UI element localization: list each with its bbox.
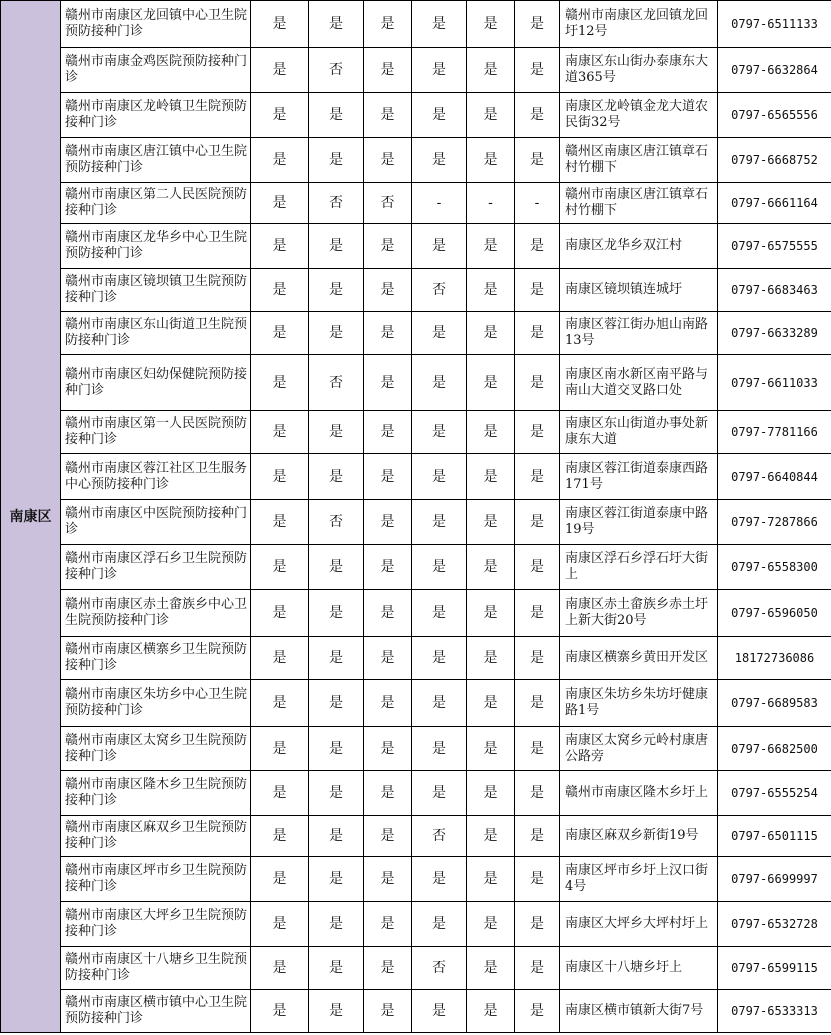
clinic-name-cell: 赣州市南康金鸡医院预防接种门诊 [61,48,251,93]
phone-cell: 0797-6682500 [718,727,831,771]
flag-cell: 是 [364,48,412,93]
flag-cell: 是 [309,545,364,590]
flag-cell: 是 [251,545,309,590]
flag-cell: 是 [467,93,515,138]
flag-cell: 是 [467,224,515,269]
phone-cell: 0797-6501115 [718,816,831,857]
flag-cell: 是 [515,816,560,857]
flag-cell: 是 [515,48,560,93]
flag-cell: 是 [309,312,364,355]
flag-cell: 是 [251,269,309,312]
phone-cell: 0797-6640844 [718,454,831,500]
flag-cell: 是 [515,411,560,454]
flag-cell: 是 [309,727,364,771]
table-row [1,857,831,902]
flag-cell: 是 [467,269,515,312]
phone-cell: 0797-6611033 [718,355,831,411]
flag-cell: 是 [467,590,515,637]
phone-cell: 0797-6668752 [718,138,831,183]
flag-cell: 是 [515,771,560,816]
flag-cell: 是 [412,771,467,816]
flag-cell: 是 [364,816,412,857]
flag-cell: 是 [467,312,515,355]
address-cell: 赣州区南康区唐江镇章石村竹棚下 [560,138,718,183]
phone-cell: 0797-6596050 [718,590,831,637]
flag-cell: 是 [251,183,309,224]
phone-cell: 18172736086 [718,637,831,680]
flag-cell: 是 [364,224,412,269]
flag-cell: 是 [251,355,309,411]
flag-cell: 是 [467,355,515,411]
clinic-name-cell: 赣州市南康区浮石乡卫生院预防接种门诊 [61,545,251,590]
flag-cell: 是 [364,355,412,411]
flag-cell: 是 [251,727,309,771]
flag-cell: 是 [412,637,467,680]
table-row [1,771,831,816]
flag-cell: 是 [251,454,309,500]
flag-cell: 是 [467,680,515,727]
flag-cell: 是 [309,637,364,680]
flag-cell: 是 [412,857,467,902]
flag-cell: 是 [309,990,364,1033]
phone-cell: 0797-6575555 [718,224,831,269]
flag-cell: 是 [364,947,412,990]
clinic-name-cell: 赣州市南康区大坪乡卫生院预防接种门诊 [61,902,251,947]
flag-cell: 是 [251,771,309,816]
flag-cell: 是 [412,138,467,183]
flag-cell: 是 [251,312,309,355]
flag-cell: 是 [251,816,309,857]
flag-cell: 是 [515,312,560,355]
flag-cell: 是 [467,771,515,816]
flag-cell: 是 [467,411,515,454]
flag-cell: 是 [515,902,560,947]
flag-cell: 是 [309,680,364,727]
address-cell: 南康区浮石乡浮石圩大街上 [560,545,718,590]
flag-cell: - [467,183,515,224]
flag-cell: 是 [251,857,309,902]
flag-cell: 是 [412,312,467,355]
address-cell: 南康区南水新区南平路与南山大道交叉路口处 [560,355,718,411]
flag-cell: 是 [364,902,412,947]
flag-cell: 是 [412,48,467,93]
phone-cell: 0797-6699997 [718,857,831,902]
table-row [1,947,831,990]
phone-cell: 0797-6689583 [718,680,831,727]
flag-cell: 否 [309,183,364,224]
flag-cell: 是 [251,138,309,183]
phone-cell: 0797-6633289 [718,312,831,355]
clinic-name-cell: 赣州市南康区龙岭镇卫生院预防接种门诊 [61,93,251,138]
clinic-name-cell: 赣州市南康区镜坝镇卫生院预防接种门诊 [61,269,251,312]
clinic-name-cell: 赣州市南康区横市镇中心卫生院预防接种门诊 [61,990,251,1033]
address-cell: 南康区东山街办泰康东大道365号 [560,48,718,93]
address-cell: 南康区蓉江街办旭山南路13号 [560,312,718,355]
flag-cell: 是 [467,1,515,48]
address-cell: 南康区大坪乡大坪村圩上 [560,902,718,947]
flag-cell: 否 [309,500,364,545]
flag-cell: 否 [412,947,467,990]
table-row [1,816,831,857]
address-cell: 南康区朱坊乡朱坊圩健康路1号 [560,680,718,727]
flag-cell: 是 [251,990,309,1033]
flag-cell: 是 [467,138,515,183]
flag-cell: 否 [309,48,364,93]
flag-cell: 是 [309,902,364,947]
flag-cell: 是 [251,1,309,48]
table-row [1,454,831,500]
table-row [1,680,831,727]
flag-cell: 是 [309,816,364,857]
clinic-name-cell: 赣州市南康区龙华乡中心卫生院预防接种门诊 [61,224,251,269]
flag-cell: 是 [467,816,515,857]
table-row [1,138,831,183]
address-cell: 南康区十八塘乡圩上 [560,947,718,990]
flag-cell: 是 [251,680,309,727]
flag-cell: 是 [515,138,560,183]
flag-cell: 是 [412,680,467,727]
flag-cell: 否 [412,816,467,857]
flag-cell: 是 [412,355,467,411]
address-cell: 南康区蓉江街道泰康中路19号 [560,500,718,545]
flag-cell: 是 [467,454,515,500]
flag-cell: 是 [515,269,560,312]
flag-cell: 是 [515,637,560,680]
flag-cell: 是 [364,680,412,727]
phone-cell: 0797-6533313 [718,990,831,1033]
region-cell: 南康区 [1,1,61,1033]
address-cell: 南康区赤土畲族乡赤土圩上新大街20号 [560,590,718,637]
table-row [1,224,831,269]
clinic-name-cell: 赣州市南康区龙回镇中心卫生院预防接种门诊 [61,1,251,48]
clinic-name-cell: 赣州市南康区第一人民医院预防接种门诊 [61,411,251,454]
flag-cell: 是 [412,902,467,947]
flag-cell: 否 [412,269,467,312]
flag-cell: 是 [412,411,467,454]
flag-cell: 是 [515,990,560,1033]
flag-cell: 是 [515,500,560,545]
table-row [1,312,831,355]
flag-cell: 是 [251,637,309,680]
flag-cell: 是 [412,1,467,48]
flag-cell: 是 [309,269,364,312]
flag-cell: 是 [364,312,412,355]
flag-cell: 是 [309,947,364,990]
flag-cell: 是 [412,93,467,138]
table-row [1,545,831,590]
phone-cell: 0797-6661164 [718,183,831,224]
clinic-name-cell: 赣州市南康区蓉江社区卫生服务中心预防接种门诊 [61,454,251,500]
flag-cell: 是 [467,48,515,93]
flag-cell: 是 [412,224,467,269]
flag-cell: 是 [467,902,515,947]
address-cell: 南康区蓉江街道泰康西路171号 [560,454,718,500]
flag-cell: 是 [309,1,364,48]
clinic-table-body [1,1,831,1033]
table-row [1,1,831,48]
phone-cell: 0797-6558300 [718,545,831,590]
phone-cell: 0797-6599115 [718,947,831,990]
flag-cell: 是 [309,454,364,500]
phone-cell: 0797-6532728 [718,902,831,947]
flag-cell: 是 [412,590,467,637]
table-row [1,355,831,411]
table-row [1,990,831,1033]
clinic-name-cell: 赣州市南康区中医院预防接种门诊 [61,500,251,545]
flag-cell: 是 [515,590,560,637]
flag-cell: 是 [251,590,309,637]
table-row [1,183,831,224]
flag-cell: 是 [467,947,515,990]
clinic-name-cell: 赣州市南康区十八塘乡卫生院预防接种门诊 [61,947,251,990]
flag-cell: 是 [515,355,560,411]
flag-cell: 是 [309,138,364,183]
address-cell: 南康区横寨乡黄田开发区 [560,637,718,680]
flag-cell: 是 [412,454,467,500]
flag-cell: 是 [515,1,560,48]
address-cell: 南康区太窝乡元岭村康唐公路旁 [560,727,718,771]
flag-cell: 是 [364,771,412,816]
flag-cell: 是 [515,224,560,269]
flag-cell: 是 [412,727,467,771]
flag-cell: 是 [251,411,309,454]
flag-cell: 是 [309,857,364,902]
flag-cell: 否 [309,355,364,411]
phone-cell: 0797-7781166 [718,411,831,454]
flag-cell: 是 [364,411,412,454]
flag-cell: 是 [309,411,364,454]
flag-cell: - [412,183,467,224]
flag-cell: 是 [251,93,309,138]
table-row [1,269,831,312]
table-row [1,590,831,637]
flag-cell: 是 [515,680,560,727]
flag-cell: 是 [309,771,364,816]
address-cell: 赣州市南康区隆木乡圩上 [560,771,718,816]
flag-cell: 是 [309,590,364,637]
address-cell: 南康区麻双乡新街19号 [560,816,718,857]
table-row [1,637,831,680]
flag-cell: 是 [364,990,412,1033]
clinic-name-cell: 赣州市南康区东山街道卫生院预防接种门诊 [61,312,251,355]
address-cell: 南康区镜坝镇连城圩 [560,269,718,312]
flag-cell: 是 [309,224,364,269]
flag-cell: 否 [364,183,412,224]
phone-cell: 0797-6632864 [718,48,831,93]
flag-cell: 是 [364,637,412,680]
flag-cell: 是 [515,857,560,902]
address-cell: 南康区龙华乡双江村 [560,224,718,269]
address-cell: 南康区东山街道办事处新康东大道 [560,411,718,454]
clinic-name-cell: 赣州市南康区赤土畲族乡中心卫生院预防接种门诊 [61,590,251,637]
phone-cell: 0797-6683463 [718,269,831,312]
phone-cell: 0797-6511133 [718,1,831,48]
flag-cell: 是 [364,138,412,183]
phone-cell: 0797-7287866 [718,500,831,545]
flag-cell: 是 [251,224,309,269]
clinic-name-cell: 赣州市南康区朱坊乡中心卫生院预防接种门诊 [61,680,251,727]
flag-cell: 是 [364,1,412,48]
flag-cell: 是 [364,454,412,500]
flag-cell: 是 [364,545,412,590]
flag-cell: - [515,183,560,224]
flag-cell: 是 [515,93,560,138]
flag-cell: 是 [251,48,309,93]
address-cell: 南康区龙岭镇金龙大道农民街32号 [560,93,718,138]
clinic-name-cell: 赣州市南康区横寨乡卫生院预防接种门诊 [61,637,251,680]
flag-cell: 是 [467,637,515,680]
flag-cell: 是 [467,500,515,545]
flag-cell: 是 [515,545,560,590]
table-row [1,411,831,454]
clinic-name-cell: 赣州市南康区隆木乡卫生院预防接种门诊 [61,771,251,816]
flag-cell: 是 [467,857,515,902]
flag-cell: 是 [364,857,412,902]
flag-cell: 是 [467,545,515,590]
flag-cell: 是 [251,500,309,545]
flag-cell: 是 [412,545,467,590]
table-row [1,500,831,545]
flag-cell: 是 [364,93,412,138]
flag-cell: 是 [309,93,364,138]
flag-cell: 是 [364,500,412,545]
clinic-name-cell: 赣州市南康区麻双乡卫生院预防接种门诊 [61,816,251,857]
table-row [1,902,831,947]
table-row [1,727,831,771]
clinic-name-cell: 赣州市南康区唐江镇中心卫生院预防接种门诊 [61,138,251,183]
flag-cell: 是 [364,727,412,771]
address-cell: 赣州市南康区龙回镇龙回圩12号 [560,1,718,48]
flag-cell: 是 [467,727,515,771]
table-row [1,93,831,138]
address-cell: 南康区横市镇新大街7号 [560,990,718,1033]
clinic-name-cell: 赣州市南康区太窝乡卫生院预防接种门诊 [61,727,251,771]
table-row [1,48,831,93]
phone-cell: 0797-6555254 [718,771,831,816]
flag-cell: 是 [515,727,560,771]
flag-cell: 是 [515,454,560,500]
flag-cell: 是 [412,500,467,545]
clinic-name-cell: 赣州市南康区坪市乡卫生院预防接种门诊 [61,857,251,902]
address-cell: 南康区坪市乡圩上汉口街4号 [560,857,718,902]
flag-cell: 是 [251,947,309,990]
phone-cell: 0797-6565556 [718,93,831,138]
flag-cell: 是 [364,269,412,312]
flag-cell: 是 [251,902,309,947]
flag-cell: 是 [515,947,560,990]
address-cell: 赣州市南康区唐江镇章石村竹棚下 [560,183,718,224]
clinic-name-cell: 赣州市南康区妇幼保健院预防接种门诊 [61,355,251,411]
clinic-name-cell: 赣州市南康区第二人民医院预防接种门诊 [61,183,251,224]
flag-cell: 是 [364,590,412,637]
flag-cell: 是 [467,990,515,1033]
flag-cell: 是 [412,990,467,1033]
